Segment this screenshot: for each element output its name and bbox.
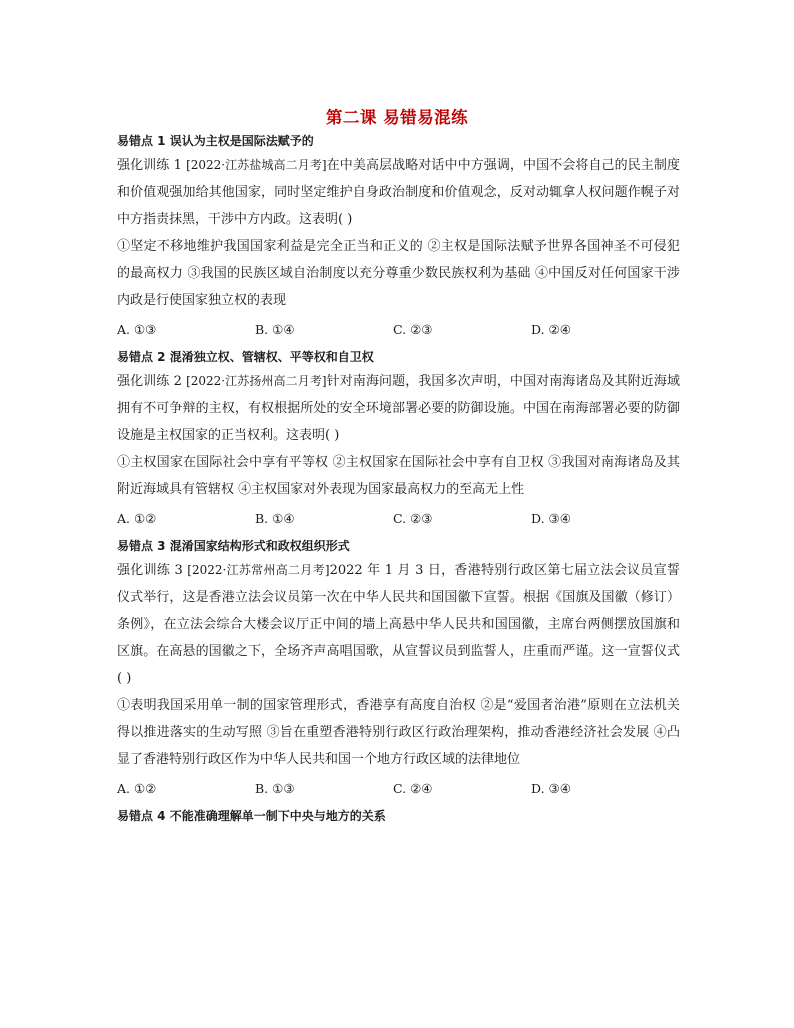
- choice-c: C. ②③: [393, 511, 433, 526]
- question-options: ①坚定不移地维护我国国家利益是完全正当和正义的 ②主权是国际法赋予世界各国神圣不可侵犯的最高权力 ③我国的民族区域自治制度以充分尊重少数民族权利为基础 ④中国反对任何国家干涉内政是行使国家独立权的表现: [117, 239, 680, 308]
- choice-d: D. ③④: [531, 781, 571, 796]
- section-heading: 易错点 2 混淆独立权、管辖权、平等权和自卫权: [117, 350, 374, 364]
- question-source: [2022·江苏常州高二月考]: [187, 563, 330, 577]
- question-text: 2022 年 1 月 3 日，香港特别行政区第七届立法会议员宣誓仪式举行，这是香港立法会议员第一次在中华人民共和国国徽下宣誓。根据《国旗及国徽（修订）条例》，在立法会综合大楼会议厅正中间的墙上高悬中华人民共和国国徽，主席台两侧摆放国旗和区旗。在高悬的国徽之下，全场齐声高唱国歌，从宣誓议员到监誓人，庄重而严谨。这一宣誓仪式( ): [117, 563, 680, 686]
- question-text: 在中美高层战略对话中中方强调，中国不会将自己的民主制度和价值观强加给其他国家，同时坚定维护自身政治制度和价值观念，反对动辄拿人权问题作幌子对中方指责抹黑，干涉中方内政。这表明( ): [117, 158, 680, 227]
- page-title: 第二课 易错易混练: [325, 108, 469, 127]
- question-stem: [117, 152, 680, 233]
- question-options: ①主权国家在国际社会中享有平等权 ②主权国家在国际社会中享有自卫权 ③我国对南海诸岛及其附近海域具有管辖权 ④主权国家对外表现为国家最高权力的至高无上性: [117, 455, 680, 497]
- choice-b: B. ①④: [255, 322, 295, 337]
- section-1: [117, 130, 680, 346]
- answer-choices: [117, 314, 680, 346]
- question-label: 强化训练 1: [117, 158, 187, 173]
- answer-choices: [117, 503, 680, 535]
- section-3: [117, 535, 680, 805]
- choice-b: B. ①④: [255, 511, 295, 526]
- question-options: ①表明我国采用单一制的国家管理形式，香港享有高度自治权 ②是“爱国者治港”原则在立法机关得以推进落实的生动写照 ③旨在重塑香港特别行政区行政治理架构，推动香港经济社会发展 ④凸显了香港特别行政区作为中华人民共和国一个地方行政区域的法律地位: [117, 698, 680, 767]
- choice-a: A. ①③: [117, 322, 157, 337]
- choice-a: A. ①②: [117, 511, 157, 526]
- question-stem: [117, 557, 680, 692]
- question-label: 强化训练 3: [117, 563, 188, 578]
- document-body: [117, 130, 680, 827]
- section-4: [117, 805, 680, 827]
- question-source: [2022·江苏盐城高二月考]: [186, 158, 327, 172]
- choice-c: C. ②③: [393, 322, 433, 337]
- question-source: [2022·江苏扬州高二月考]: [186, 374, 327, 388]
- section-2: [117, 346, 680, 535]
- section-heading: 易错点 1 误认为主权是国际法赋予的: [117, 134, 314, 148]
- question-label: 强化训练 2: [117, 374, 187, 389]
- section-heading: 易错点 4 不能准确理解单一制下中央与地方的关系: [117, 809, 386, 823]
- choice-c: C. ②④: [393, 781, 433, 796]
- question-text: 针对南海问题，我国多次声明，中国对南海诸岛及其附近海域拥有不可争辩的主权，有权根据所处的安全环境部署必要的防御设施。中国在南海部署必要的防御设施是主权国家的正当权利。这表明( ): [117, 374, 680, 443]
- section-heading: 易错点 3 混淆国家结构形式和政权组织形式: [117, 539, 350, 553]
- choice-b: B. ①③: [255, 781, 295, 796]
- choice-d: D. ③④: [531, 511, 571, 526]
- question-stem: [117, 368, 680, 449]
- answer-choices: [117, 773, 680, 805]
- choice-d: D. ②④: [531, 322, 571, 337]
- choice-a: A. ①②: [117, 781, 157, 796]
